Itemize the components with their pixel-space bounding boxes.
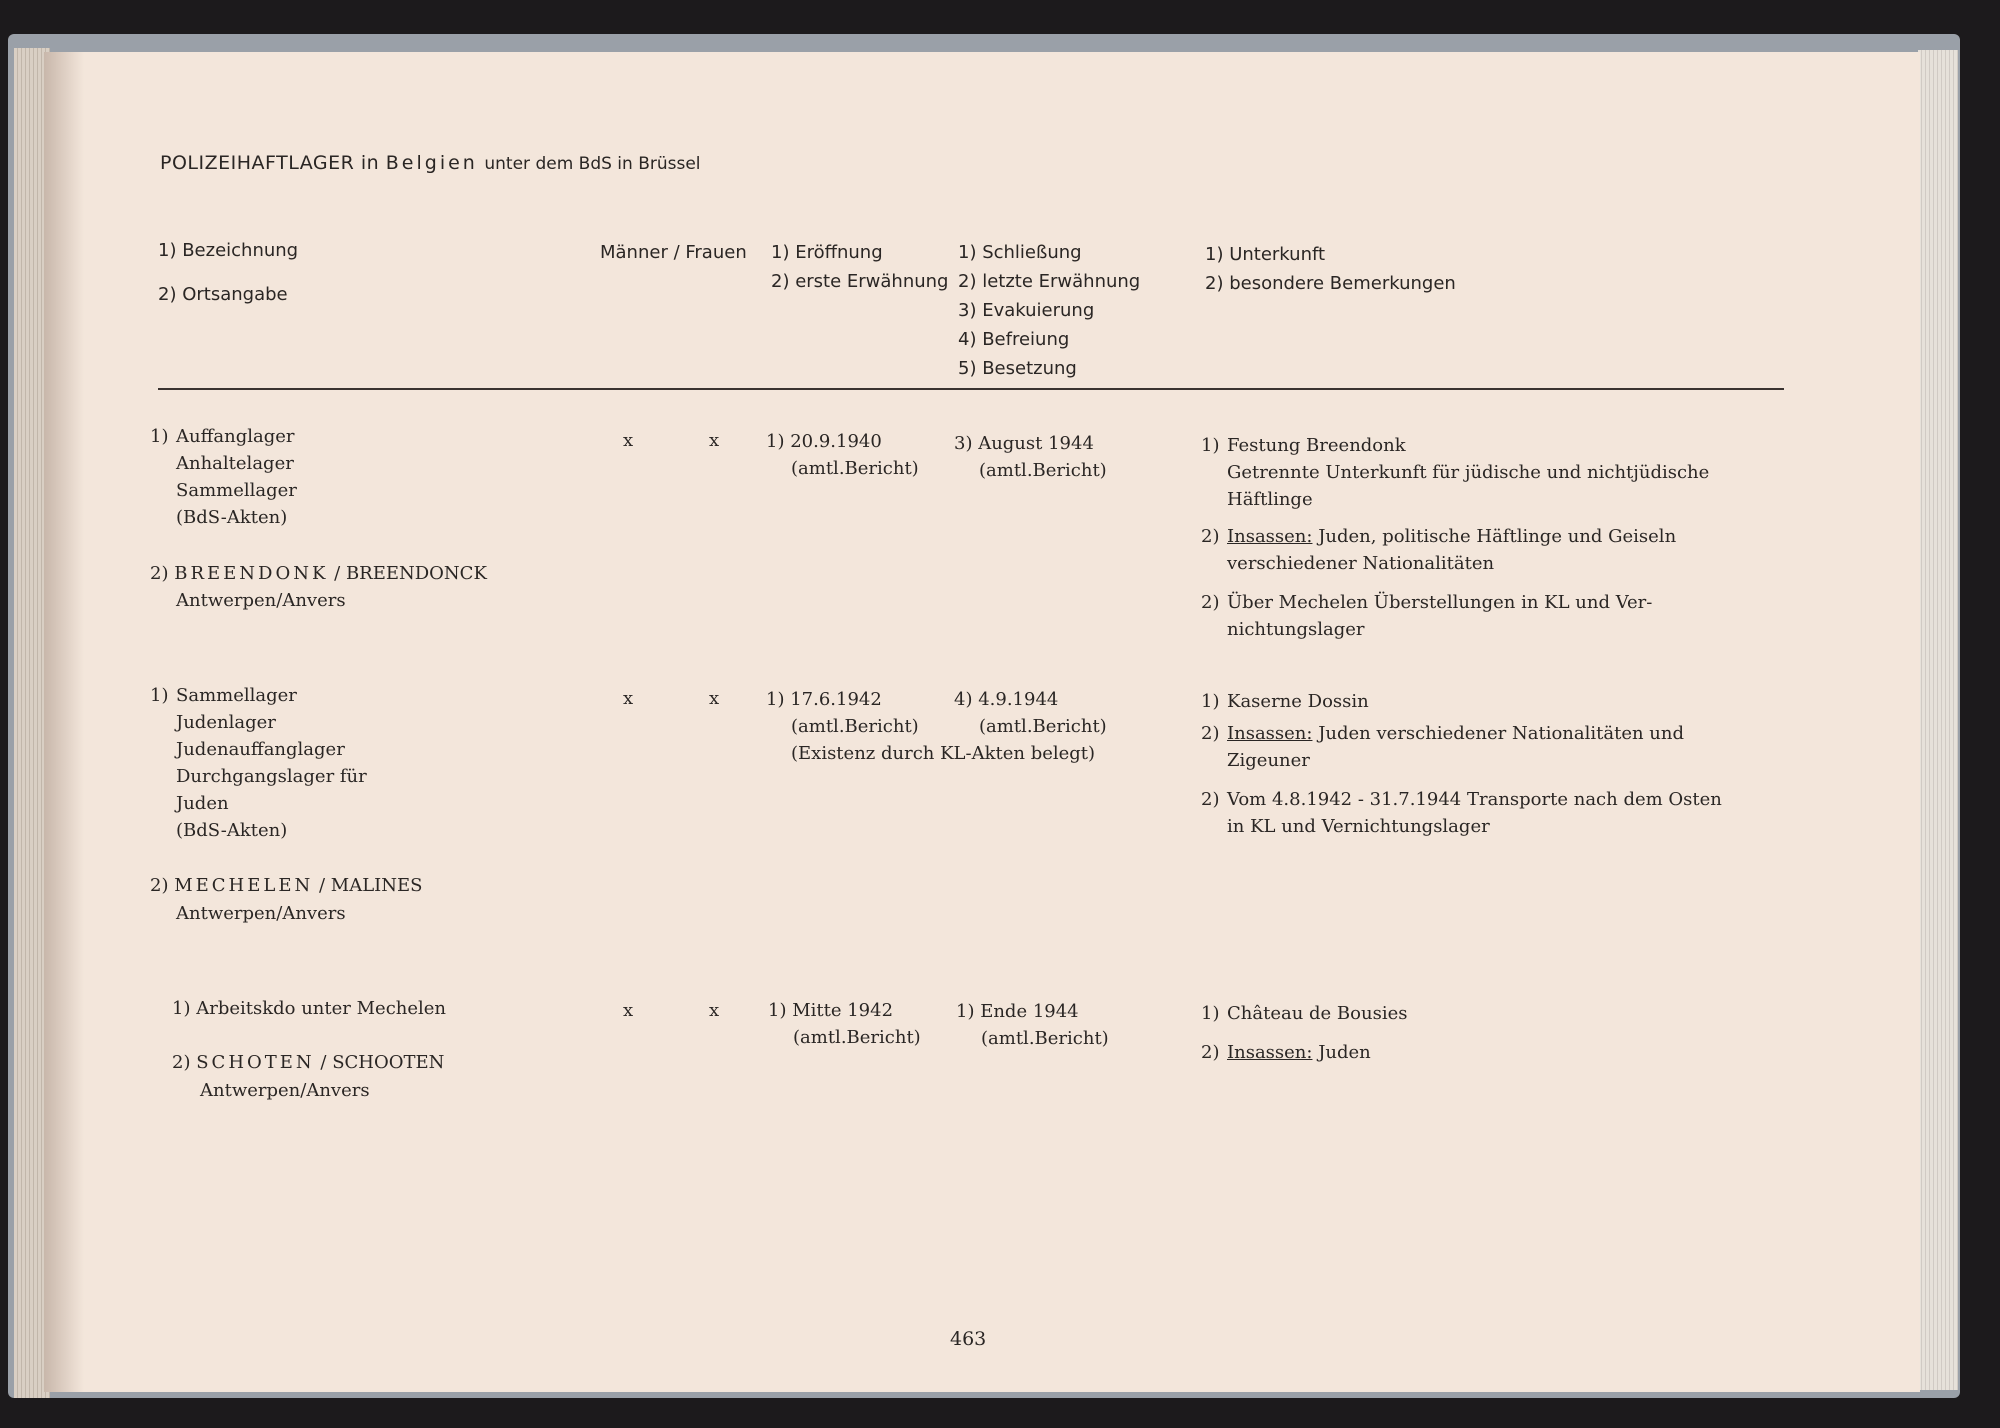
entry3-closing — [956, 998, 1109, 1052]
entry1-designation-line: Sammellager — [176, 480, 297, 501]
header-closing-line: 1) Schließung — [958, 242, 1082, 263]
entry3-designation-line: Arbeitskdo unter Mechelen — [196, 998, 447, 1019]
entry3-place: Antwerpen/Anvers — [200, 1080, 370, 1101]
entry1-opening-line: (amtl.Bericht) — [791, 458, 919, 479]
entry1-men: x — [623, 430, 634, 451]
header-closing-line: 5) Besetzung — [958, 358, 1077, 379]
entry1-designation — [176, 423, 297, 531]
entry1-name2-num: 2) — [150, 563, 169, 584]
entry1-designation-line: Anhaltelager — [176, 453, 294, 474]
entry1-remark-1-line: Getrennte Unterkunft für jüdische und nichtjüdische — [1227, 462, 1710, 483]
title-rest: unter dem BdS in Brüssel — [484, 154, 701, 174]
entry2-remark-1-line: Kaserne Dossin — [1227, 691, 1369, 712]
entry1-remark-3-num: 2) — [1201, 592, 1220, 613]
entry3-remark-1-num: 1) — [1201, 1003, 1220, 1024]
entry2-remark-1 — [1201, 688, 1761, 715]
entry1-remark-1-line: Festung Breendonk — [1227, 435, 1406, 456]
header-closing — [958, 238, 1140, 383]
entry1-remark-1 — [1201, 432, 1761, 513]
title-country: Belgien — [385, 152, 478, 174]
entry2-remark-3-line: Vom 4.8.1942 - 31.7.1944 Transporte nach dem Osten — [1227, 789, 1722, 810]
header-opening-line: 2) erste Erwähnung — [771, 271, 949, 292]
entry1-closing-line: 3) August 1944 — [954, 433, 1094, 454]
entry3-closing-line: (amtl.Bericht) — [981, 1028, 1109, 1049]
entry1-inmates-label: Insassen: — [1227, 526, 1313, 547]
entry1-remark-3-line: Über Mechelen Überstellungen in KL und Ver- — [1227, 592, 1653, 613]
entry2-designation-line: Durchgangslager für — [176, 766, 367, 787]
entry1-remark-2-line: Juden, politische Häftlinge und Geiseln — [1318, 526, 1677, 547]
header-opening-line: 1) Eröffnung — [771, 242, 883, 263]
entry3-opening-line: 1) Mitte 1942 — [768, 1000, 894, 1021]
entry3-remark-1-line: Château de Bousies — [1227, 1003, 1408, 1024]
entry2-women: x — [709, 688, 720, 709]
entry3-men: x — [623, 1000, 634, 1021]
header-closing-line: 2) letzte Erwähnung — [958, 271, 1141, 292]
entry2-designation-line: (BdS-Akten) — [176, 820, 288, 841]
entry3-name2-num: 2) — [172, 1052, 191, 1073]
header-gender: Männer / Frauen — [600, 242, 747, 263]
entry2-remark-3-num: 2) — [1201, 789, 1220, 810]
entry2-designation-line: Judenlager — [176, 712, 276, 733]
entry3-women: x — [709, 1000, 720, 1021]
entry2-opening-line: (Existenz durch KL-Akten belegt) — [791, 743, 1096, 764]
entry3-opening — [768, 997, 921, 1051]
entry1-women: x — [709, 430, 720, 451]
header-closing-line: 4) Befreiung — [958, 329, 1070, 350]
header-opening — [771, 238, 949, 296]
entry1-opening-line: 1) 20.9.1940 — [766, 431, 882, 452]
entry1-remark-2-line: verschiedener Nationalitäten — [1227, 553, 1495, 574]
entry2-designation-line: Sammellager — [176, 685, 297, 706]
entry3-remark-2-line: Juden — [1318, 1042, 1371, 1063]
gutter-shadow — [44, 52, 84, 1392]
entry3-name1-num: 1) — [172, 998, 191, 1019]
entry2-remarks — [1201, 688, 1761, 840]
entry1-remark-2 — [1201, 523, 1761, 577]
entry1-remark-1-line: Häftlinge — [1227, 489, 1313, 510]
right-page-edges — [1918, 50, 1958, 1390]
entry1-location: 2) BREENDONK / BREENDONCK — [150, 563, 487, 584]
entry3-inmates-label: Insassen: — [1227, 1042, 1313, 1063]
entry3-closing-line: 1) Ende 1944 — [956, 1001, 1079, 1022]
entry1-name1-num: 1) — [150, 426, 169, 447]
entry2-designation-line: Juden — [176, 793, 229, 814]
header-closing-line: 3) Evakuierung — [958, 300, 1095, 321]
entry2-remark-2 — [1201, 720, 1761, 774]
entry2-place-alt: MALINES — [330, 875, 423, 896]
header-remarks-line: 1) Unterkunft — [1205, 244, 1326, 265]
page-number: 463 — [950, 1328, 987, 1350]
entry2-name2-num: 2) — [150, 875, 169, 896]
entry3-remark-1 — [1201, 1000, 1761, 1027]
entry2-designation — [176, 682, 367, 844]
entry1-place-alt: BREENDONCK — [345, 563, 487, 584]
header-name-line2: 2) Ortsangabe — [158, 284, 288, 305]
entry1-place-name: BREENDONK — [174, 563, 329, 584]
entry1-remarks — [1201, 432, 1761, 643]
entry1-closing — [954, 430, 1107, 484]
entry3-place-alt: SCHOOTEN — [332, 1052, 445, 1073]
entry1-remark-3 — [1201, 589, 1761, 643]
entry3-place-name: SCHOTEN — [196, 1052, 315, 1073]
entry2-remark-2-num: 2) — [1201, 723, 1220, 744]
entry1-remark-2-num: 2) — [1201, 526, 1220, 547]
entry1-opening — [766, 428, 919, 482]
entry1-remark-1-num: 1) — [1201, 435, 1220, 456]
entry3-opening-line: (amtl.Bericht) — [793, 1027, 921, 1048]
entry3-remark-2 — [1201, 1039, 1761, 1066]
entry2-men: x — [623, 688, 634, 709]
entry2-remark-2-line: Juden verschiedener Nationalitäten und — [1318, 723, 1685, 744]
entry2-remark-1-num: 1) — [1201, 691, 1220, 712]
entry2-location: 2) MECHELEN / MALINES — [150, 875, 423, 896]
entry2-closing-line: (amtl.Bericht) — [979, 716, 1107, 737]
title-heading: POLIZEIHAFTLAGER — [160, 152, 355, 174]
entry3-designation — [172, 995, 446, 1022]
entry2-place-name: MECHELEN — [174, 875, 314, 896]
entry2-remark-3-line: in KL und Vernichtungslager — [1227, 816, 1490, 837]
entry1-remark-3-line: nichtungslager — [1227, 619, 1365, 640]
header-remarks-line: 2) besondere Bemerkungen — [1205, 273, 1456, 294]
header-remarks — [1205, 240, 1456, 298]
entry1-designation-line: (BdS-Akten) — [176, 507, 288, 528]
entry2-remark-3 — [1201, 786, 1761, 840]
entry3-remark-2-num: 2) — [1201, 1042, 1220, 1063]
title-in: in — [360, 152, 380, 174]
header-divider — [158, 388, 1784, 390]
entry2-opening-line: (amtl.Bericht) — [791, 716, 919, 737]
entry2-closing-line: 4) 4.9.1944 — [954, 689, 1059, 710]
entry2-name1-num: 1) — [150, 685, 169, 706]
entry2-remark-2-line: Zigeuner — [1227, 750, 1310, 771]
header-name-line1: 1) Bezeichnung — [158, 240, 299, 261]
entry2-inmates-label: Insassen: — [1227, 723, 1313, 744]
page-title — [160, 152, 701, 174]
entry3-remarks — [1201, 1000, 1761, 1066]
entry2-closing — [954, 686, 1107, 740]
entry1-closing-line: (amtl.Bericht) — [979, 460, 1107, 481]
entry1-place: Antwerpen/Anvers — [176, 590, 346, 611]
entry3-location: 2) SCHOTEN / SCHOOTEN — [172, 1052, 445, 1073]
entry2-place: Antwerpen/Anvers — [176, 903, 346, 924]
entry1-designation-line: Auffanglager — [176, 426, 295, 447]
entry2-opening-line: 1) 17.6.1942 — [766, 689, 882, 710]
entry2-designation-line: Judenauffanglager — [176, 739, 345, 760]
